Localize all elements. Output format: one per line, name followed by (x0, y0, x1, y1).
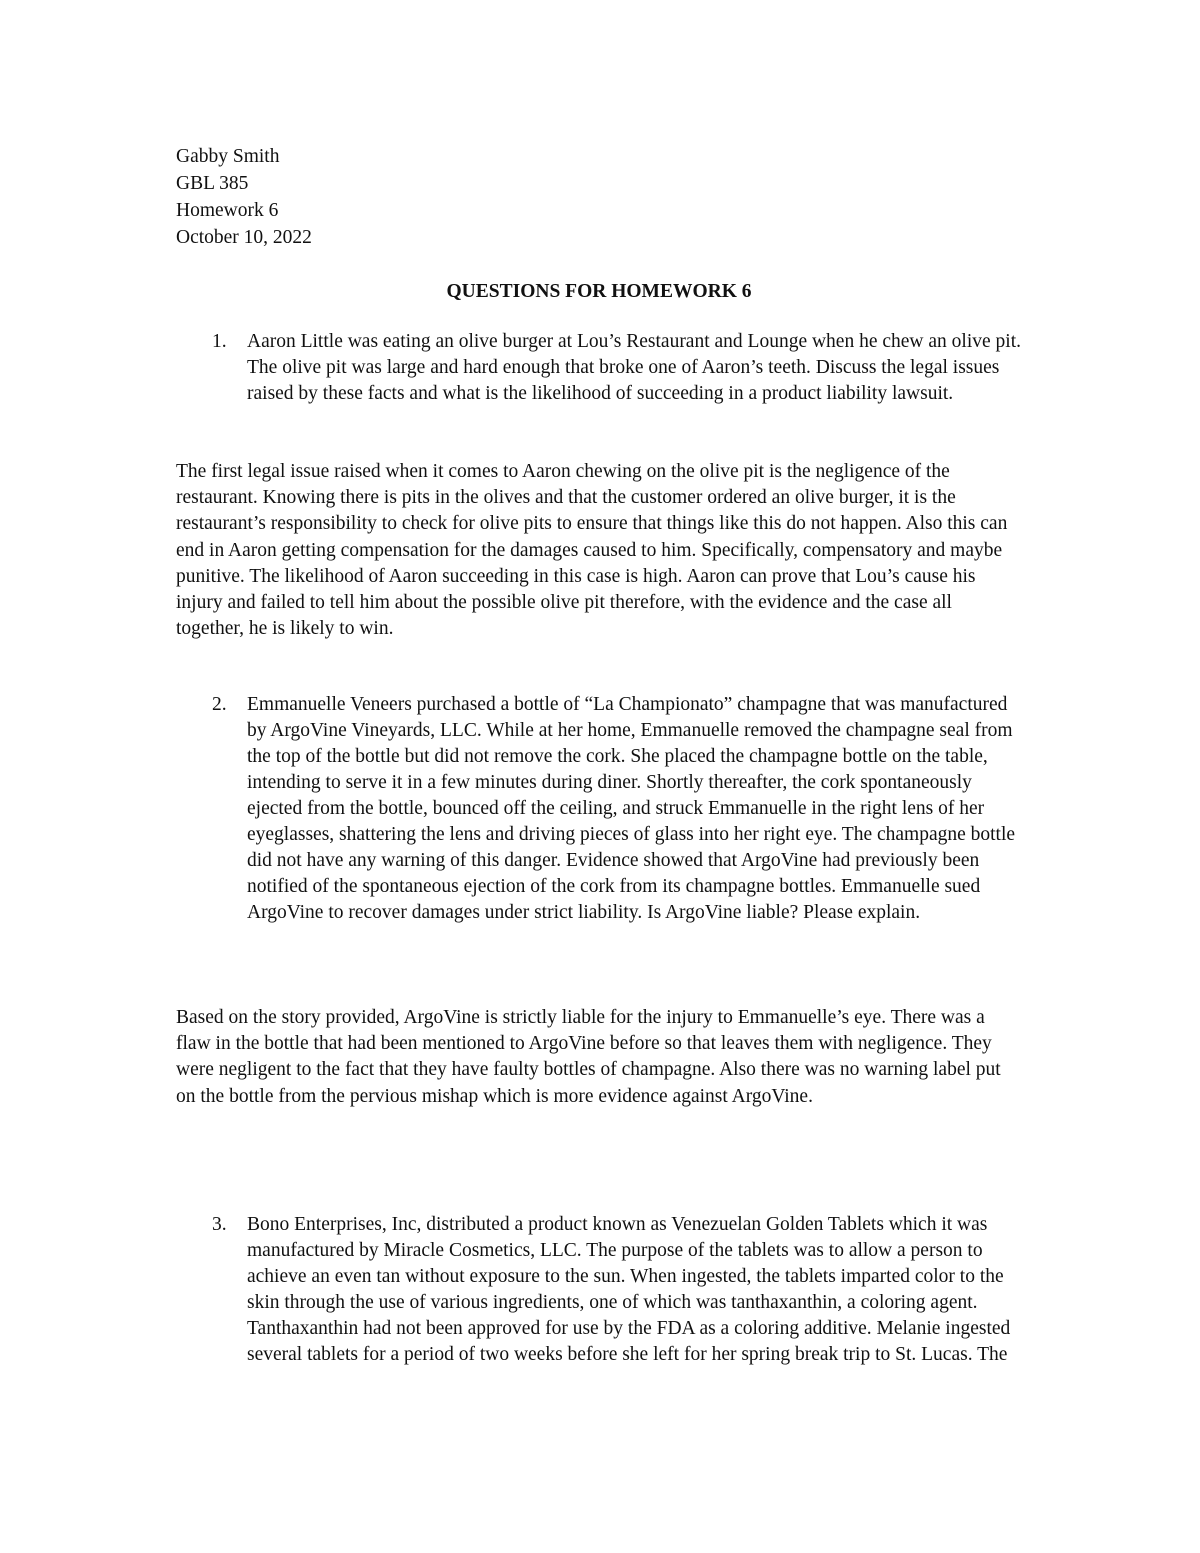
answer-2: Based on the story provided, ArgoVine is strictly liable for the injury to Emmanuelle’s eye. There was a flaw in the bottle that had been mentioned to ArgoVine before so that leaves them with negligence. They were negligent to the fact that they have faulty bottles of champagne. Also there was no warning label put on the bottle from the pervious mishap which is more evidence against ArgoVine. (176, 1007, 1001, 1107)
question-text: Emmanuelle Veneers purchased a bottle of “La Championato” champagne that was manufactured by ArgoVine Vineyards, LLC. While at her home, Emmanuelle removed the champagne seal from the top of the bottle but did not remove the cork. She placed the champagne bottle on the table, intending to serve it in a few minutes during diner. Shortly thereafter, the cork spontaneously ejected from the bottle, bounced off the ceiling, and struck Emmanuelle in the right lens of her eyeglasses, shattering the lens and driving pieces of glass into her right eye. The champagne bottle did not have any warning of this danger. Evidence showed that ArgoVine had previously been notified of the spontaneous ejection of the cork from its champagne bottles. Emmanuelle sued ArgoVine to recover damages under strict liability. Is ArgoVine liable? Please explain. (247, 694, 1016, 923)
question-3 (212, 1212, 1024, 1368)
question-text: Aaron Little was eating an olive burger at Lou’s Restaurant and Lounge when he chew an olive pit. The olive pit was large and hard enough that broke one of Aaron’s teeth. Discuss the legal issues raised by these facts and what is the likelihood of succeeding in a product liability lawsuit. (247, 331, 1021, 404)
question-text: Bono Enterprises, Inc, distributed a product known as Venezuelan Golden Tablets which it was manufactured by Miracle Cosmetics, LLC. The purpose of the tablets was to allow a person to achieve an even tan without exposure to the sun. When ingested, the tablets imparted color to the skin through the use of various ingredients, one of which was tanthaxanthin, a coloring agent. Tanthaxanthin had not been approved for use by the FDA as a coloring additive. Melanie ingested several tablets for a period of two weeks before she left for her spring break trip to St. Lucas. The (247, 1214, 1011, 1365)
question-2 (212, 692, 1024, 926)
student-name: Gabby Smith (176, 146, 280, 167)
question-1 (212, 329, 1024, 407)
document-page (176, 0, 1026, 1553)
answer-1: The first legal issue raised when it comes to Aaron chewing on the olive pit is the negligence of the restaurant. Knowing there is pits in the olives and that the customer ordered an olive burger, it is the restaurant’s responsibility to check for olive pits to ensure that things like this do not happen. Also this can end in Aaron getting compensation for the damages caused to him. Specifically, compensatory and maybe punitive. The likelihood of Aaron succeeding in this case is high. Aaron can prove that Lou’s cause his injury and failed to tell him about the possible olive pit therefore, with the evidence and the case all together, he is likely to win. (176, 461, 1008, 640)
question-number: 2. (212, 694, 227, 715)
header-block (176, 143, 312, 251)
course-code: GBL 385 (176, 173, 249, 194)
assignment-name: Homework 6 (176, 200, 279, 221)
document-title: QUESTIONS FOR HOMEWORK 6 (446, 281, 752, 302)
question-number: 1. (212, 331, 227, 352)
question-number: 3. (212, 1214, 227, 1235)
assignment-date: October 10, 2022 (176, 227, 312, 248)
